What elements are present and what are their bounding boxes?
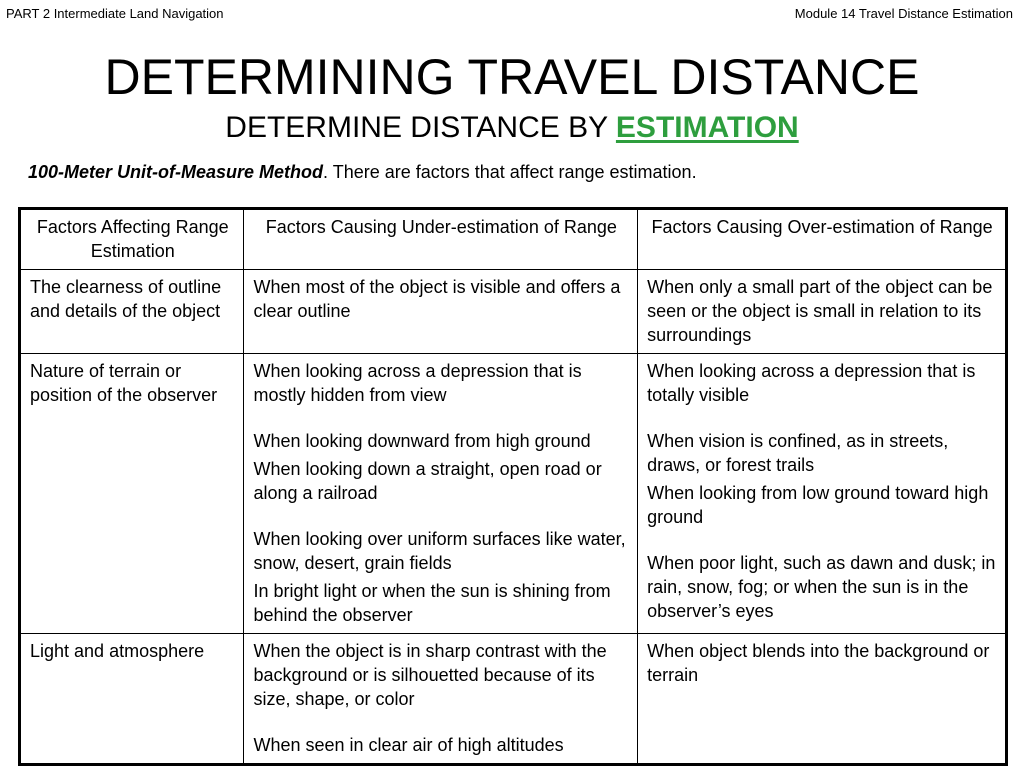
table-row: [20, 270, 1007, 354]
under-estimation-item: When the object is in sharp contrast with the background or is silhouetted because of its size, shape, or color: [253, 641, 607, 709]
under-estimation-cell: [244, 354, 638, 634]
under-estimation-item: When looking down a straight, open road or along a railroad: [253, 459, 602, 503]
table-row: [20, 634, 1007, 765]
intro-text: . There are factors that affect range estimation.: [323, 162, 697, 182]
table-row: [20, 354, 1007, 634]
subtitle-prefix: DETERMINE DISTANCE BY: [225, 111, 616, 144]
under-estimation-item: When looking across a depression that is mostly hidden from view: [253, 361, 582, 405]
under-estimation-item: When most of the object is visible and offers a clear outline: [253, 277, 621, 321]
under-estimation-cell: [244, 270, 638, 354]
header-module-label: Module 14 Travel Distance Estimation: [794, 6, 1013, 21]
over-estimation-item: When looking across a depression that is totally visible: [647, 361, 976, 405]
over-estimation-item: When poor light, such as dawn and dusk; in rain, snow, fog; or when the sun is in the observer’s eyes: [647, 553, 996, 621]
table-header-row: [20, 209, 1007, 270]
header-factors: Factors Affecting Range Estimation: [20, 209, 244, 270]
under-estimation-item: When looking downward from high ground: [253, 431, 591, 451]
method-name: 100-Meter Unit-of-Measure Method: [28, 162, 324, 182]
factor-cell: The clearness of outline and details of the object: [20, 270, 244, 354]
over-estimation-item: When vision is confined, as in streets, draws, or forest trails: [647, 431, 949, 475]
range-estimation-table: [18, 207, 1008, 766]
over-estimation-cell: [638, 634, 1007, 765]
factor-cell: Light and atmosphere: [20, 634, 244, 765]
slide-title: DETERMINING TRAVEL DISTANCE: [104, 49, 920, 105]
intro-line: [28, 160, 697, 184]
over-estimation-item: When object blends into the background or terrain: [647, 641, 990, 685]
over-estimation-cell: [638, 270, 1007, 354]
under-estimation-item: When seen in clear air of high altitudes: [253, 735, 564, 755]
over-estimation-item: When looking from low ground toward high ground: [647, 483, 989, 527]
header-part-label: PART 2 Intermediate Land Navigation: [6, 6, 224, 21]
under-estimation-item: In bright light or when the sun is shining from behind the observer: [253, 581, 611, 625]
subtitle-emphasis: ESTIMATION: [615, 111, 799, 144]
under-estimation-cell: [244, 634, 638, 765]
factor-cell: Nature of terrain or position of the observer: [20, 354, 244, 634]
under-estimation-item: When looking over uniform surfaces like water, snow, desert, grain fields: [253, 529, 626, 573]
header-under-estimation: Factors Causing Under-estimation of Range: [244, 209, 638, 270]
slide-subtitle: [0, 110, 1024, 146]
header-over-estimation: Factors Causing Over-estimation of Range: [638, 209, 1007, 270]
over-estimation-cell: [638, 354, 1007, 634]
over-estimation-item: When only a small part of the object can be seen or the object is small in relation to its surroundings: [647, 277, 993, 345]
